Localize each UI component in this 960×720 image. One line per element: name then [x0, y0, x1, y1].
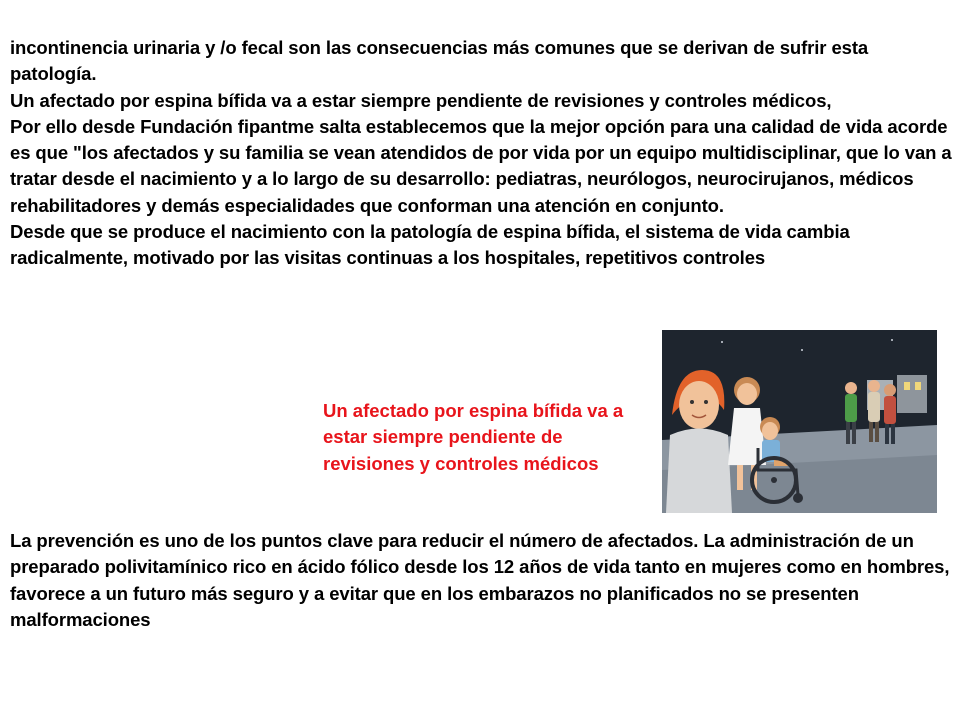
- paragraph-birth-changes: Desde que se produce el nacimiento con la patología de espina bífida, el sistema de vida cambia radicalmente, motivado por las visitas continuas a los hospitales, repetitivos controles: [10, 221, 850, 269]
- window: [904, 382, 910, 390]
- illustration-svg: [662, 330, 937, 513]
- star: [801, 349, 803, 351]
- paragraph-consequences: incontinencia urinaria y /o fecal son las consecuencias más comunes que se derivan de sufrir esta patología.: [10, 37, 869, 85]
- star: [721, 341, 723, 343]
- paragraph-medical-reviews: Un afectado por espina bífida va a estar siempre pendiente de revisiones y controles médicos,: [10, 89, 832, 111]
- paragraph-prevention: La prevención es uno de los puntos clave para reducir el número de afectados. La administración de un preparado polivitamínico rico en ácido fólico desde los 12 años de vida tanto en mujeres como en hombres, favorece a un futuro más seguro y a evitar que en los embarazos no planificados no se presenten malformaciones: [10, 530, 950, 630]
- callout-quote: Un afectado por espina bífida va a estar siempre pendiente de revisiones y controles médicos: [323, 400, 624, 474]
- paragraph-foundation-team: Por ello desde Fundación fipantme salta establecemos que la mejor opción para una calidad de vida acorde es que "los afectados y su familia se vean atendidos de por vida por un equipo multidisciplinar, que lo van a tratar desde el nacimiento y a lo largo de su desarrollo: pediatras, neurólogos, neurocirujanos, médicos rehabilitadores y demás especialidades que conforman una atención en conjunto.: [10, 115, 952, 216]
- body-text-bottom: [10, 528, 955, 633]
- body-text-top: [10, 35, 955, 272]
- window: [915, 382, 921, 390]
- children-wheelchair-illustration: [662, 330, 937, 513]
- star: [891, 339, 893, 341]
- house: [897, 375, 927, 413]
